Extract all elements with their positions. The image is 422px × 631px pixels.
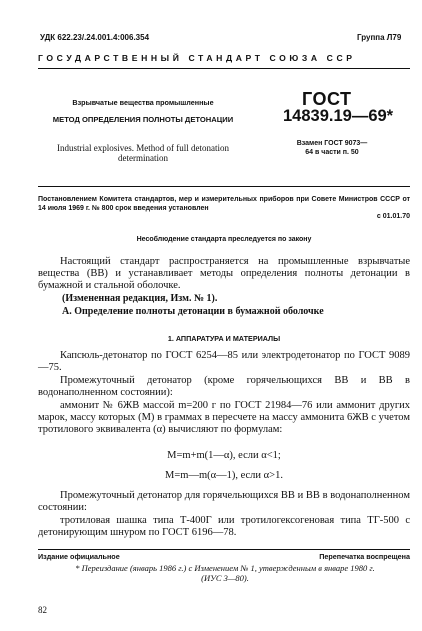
formula-2: M=m—m(α—1), если α>1. [165,470,283,481]
group-code: Группа Л79 [357,33,402,42]
paragraph-ammonite: аммонит № 6ЖВ массой m=200 г по ГОСТ 21984—76 или аммонит других марок, массу которых (M) в граммах в пересчете на массу аммонита 6ЖВ с учетом тротилового эквивалента (α) вычисляют по формулам: [38,400,410,435]
reissue-note: * Переиздание (январь 1986 г.) с Изменением № 1, утвержденным в январе 1980 г. (ИУС 3—80). [75,563,375,583]
decree-date: с 01.01.70 [376,213,410,220]
intro-paragraph: Настоящий стандарт распространяется на промышленные взрывчатые вещества (ВВ) и устанавливает методы определения полноты детонации в бумажной и стальной оболочке. [38,256,410,291]
gost-label: ГОСТ [302,89,352,109]
title-rule [38,186,410,187]
title-english: Industrial explosives. Method of full detonation determination [57,143,229,163]
violation-note: Несоблюдение стандарта преследуется по закону [136,236,312,243]
formula-1: M=m+m(1—α), если α<1; [167,450,281,461]
decree-text: Постановлением Комитета стандартов, мер и измерительных приборов при Совете Министров СССР от 14 июля 1969 г. № 800 срок введения установлен [38,196,410,212]
reprint-forbidden: Перепечатка воспрещена [319,552,410,561]
paragraph-tnt-block: тротиловая шашка типа Т-400Г или тротилогексогеновая типа ТГ-500 с детонирующим шнуром по ГОСТ 6196—78. [38,515,410,538]
title-main: МЕТОД ОПРЕДЕЛЕНИЯ ПОЛНОТЫ ДЕТОНАЦИИ [52,115,234,124]
header-rule [38,68,410,69]
udk-code: УДК 622.23/.24.001.4:006.354 [40,33,150,42]
intro-edition: (Измененная редакция, Изм. № 1). [62,293,218,304]
title-category: Взрывчатые вещества промышленные [72,98,214,107]
section-a-heading: А. Определение полноты детонации в бумажной оболочке [62,306,324,317]
page-number: 82 [38,605,47,615]
paragraph-detonator: Капсюль-детонатор по ГОСТ 6254—85 или электродетонатор по ГОСТ 9089—75. [38,350,410,373]
replaces-note: Взамен ГОСТ 9073—64 в части п. 50 [296,140,368,156]
state-standard-header: ГОСУДАРСТВЕННЫЙ СТАНДАРТ СОЮЗА ССР [38,53,356,63]
footer-rule [38,549,410,550]
paragraph-intermediate: Промежуточный детонатор (кроме горячельющихся ВВ и ВВ в водонаполненном состоянии): [38,375,410,398]
official-edition: Издание официальное [38,552,120,561]
section-1-heading: 1. АППАРАТУРА И МАТЕРИАЛЫ [167,334,281,343]
gost-number: 14839.19—69* [283,107,394,125]
paragraph-intermediate-water: Промежуточный детонатор для горячельющихся ВВ и ВВ в водонаполненном состоянии: [38,490,410,513]
